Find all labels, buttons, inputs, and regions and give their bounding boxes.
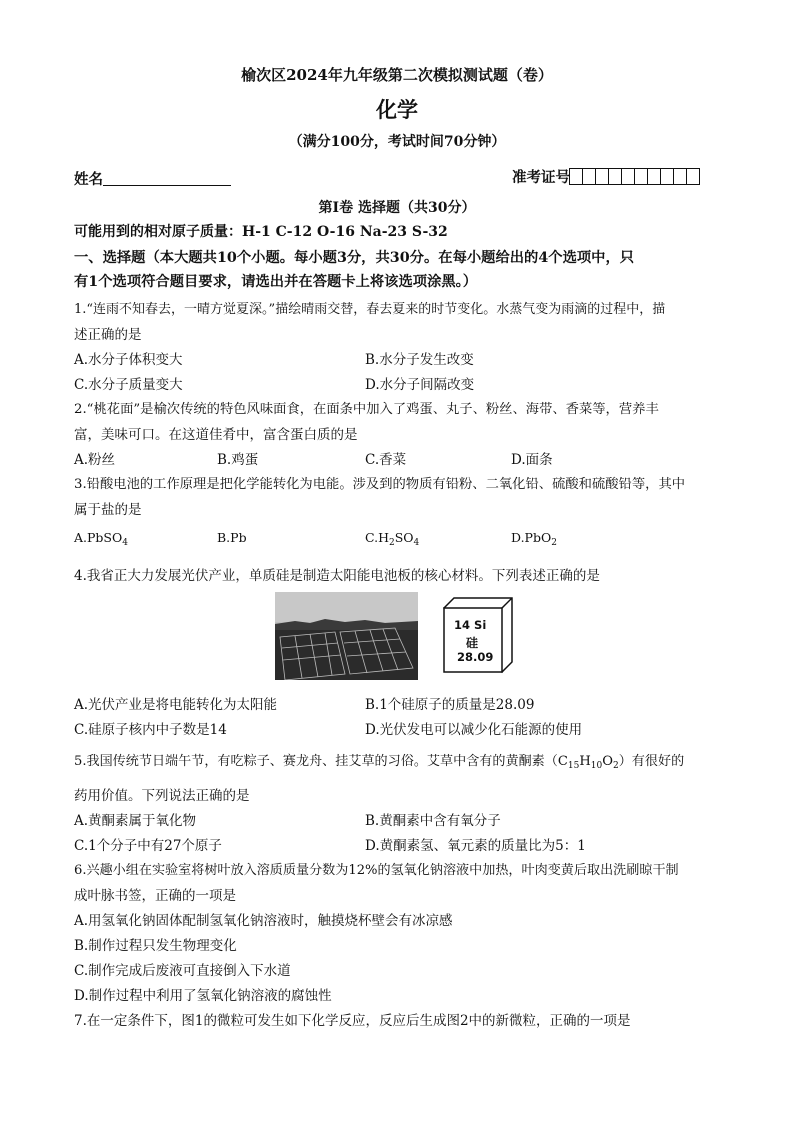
q6-option-a: A.用氢氧化钠固体配制氢氧化钠溶液时，触摸烧杯壁会有冰凉感	[74, 913, 453, 929]
section-title: 第Ⅰ卷 选择题（共30分）	[318, 200, 476, 216]
q7-line1: 7.在一定条件下，图1的微粒可发生如下化学反应，反应后生成图2中的新微粒，正确的一项是	[74, 1013, 631, 1029]
q5-option-d: D.黄酮素氢、氧元素的质量比为5：1	[365, 838, 586, 854]
solar-panel-illustration	[275, 592, 418, 680]
q4-option-a: A.光伏产业是将电能转化为太阳能	[74, 697, 278, 713]
q4-option-c: C.硅原子核内中子数是14	[74, 722, 227, 738]
q4-option-b: B.1个硅原子的质量是28.09	[365, 697, 535, 713]
q5-line2: 药用价值。下列说法正确的是	[74, 788, 250, 804]
q6-line2: 成叶脉书签，正确的一项是	[74, 888, 236, 904]
instruction-line1: 一、选择题（本大题共10个小题。每小题3分，共30分。在每小题给出的4个选项中，只	[74, 250, 635, 266]
element-number-symbol: 14 Si	[454, 618, 487, 632]
element-mass: 28.09	[457, 650, 494, 664]
q5-option-b: B.黄酮素中含有氧分子	[365, 813, 501, 829]
q1-option-d: D.水分子间隔改变	[365, 377, 475, 393]
element-name: 硅	[466, 636, 479, 650]
solar-panel-photo	[275, 592, 418, 680]
q2-line2: 富，美味可口。在这道佳肴中，富含蛋白质的是	[74, 427, 358, 443]
q6-option-c: C.制作完成后废液可直接倒入下水道	[74, 963, 291, 979]
q6-line1: 6.兴趣小组在实验室将树叶放入溶质质量分数为12%的氢氧化钠溶液中加热，叶肉变黄后取出洗刷晾干制	[74, 863, 679, 878]
q1-option-a: A.水分子体积变大	[74, 352, 183, 368]
q3-option-c: $C.H_2SO_4$	[365, 530, 420, 548]
q3-option-a: A.PbSO$_4$	[74, 530, 128, 548]
q4-option-d: D.光伏发电可以减少化石能源的使用	[365, 722, 583, 738]
exam-id-boxes	[570, 168, 700, 189]
q3-option-d: D.PbO$_2$	[511, 530, 557, 548]
q3-line2: 属于盐的是	[74, 502, 142, 518]
q1-option-c: C.水分子质量变大	[74, 377, 183, 393]
q4-line1: 4.我省正大力发展光伏产业，单质硅是制造太阳能电池板的核心材料。下列表述正确的是	[74, 568, 600, 584]
q2-option-c: C.香菜	[365, 452, 407, 468]
name-label: 姓名	[74, 171, 103, 188]
q2-line1: 2.“桃花面”是榆次传统的特色风味面食，在面条中加入了鸡蛋、丸子、粉丝、海带、香菜等，营养丰	[74, 402, 659, 417]
exam-title: 榆次区2024年九年级第二次模拟测试题（卷）	[241, 66, 553, 84]
q1-line2: 述正确的是	[74, 327, 142, 343]
q2-option-d: D.面条	[511, 452, 553, 468]
q3-option-b: B.Pb	[217, 530, 247, 545]
exam-id-label: 准考证号	[512, 169, 570, 186]
atomic-masses: 可能用到的相对原子质量：H-1 C-12 O-16 Na-23 S-32	[74, 224, 448, 240]
q5-option-a: A.黄酮素属于氧化物	[74, 813, 197, 829]
q1-option-b: B.水分子发生改变	[365, 352, 474, 368]
q2-option-a: A.粉丝	[74, 452, 116, 468]
q1-line1: 1.“连雨不知春去，一晴方觉夏深。”描绘晴雨交替，春去夏来的时节变化。水蒸气变为雨滴的过程中，描	[74, 302, 666, 317]
exam-note: （满分100分，考试时间70分钟）	[288, 134, 506, 150]
q6-option-b: B.制作过程只发生物理变化	[74, 938, 237, 954]
subject-title: 化学	[376, 97, 418, 122]
silicon-element-card	[442, 596, 514, 680]
q2-option-b: B.鸡蛋	[217, 452, 259, 468]
name-underline	[103, 171, 231, 186]
q6-option-d: D.制作过程中利用了氢氧化钠溶液的腐蚀性	[74, 988, 332, 1004]
q5-line1: 5.我国传统节日端午节，有吃粽子、赛龙舟、挂艾草的习俗。艾草中含有的黄酮素$(C_{15}H_{10}O_2)$有很好的	[74, 754, 685, 771]
exam-id-field	[512, 166, 700, 189]
q3-line1: 3.铅酸电池的工作原理是把化学能转化为电能。涉及到的物质有铅粉、二氧化铅、硫酸和硫酸铅等，其中	[74, 477, 686, 492]
q5-option-c: C.1个分子中有27个原子	[74, 838, 222, 854]
name-field	[74, 168, 231, 189]
instruction-line2: 有1个选项符合题目要求，请选出并在答题卡上将该选项涂黑。）	[74, 274, 478, 290]
